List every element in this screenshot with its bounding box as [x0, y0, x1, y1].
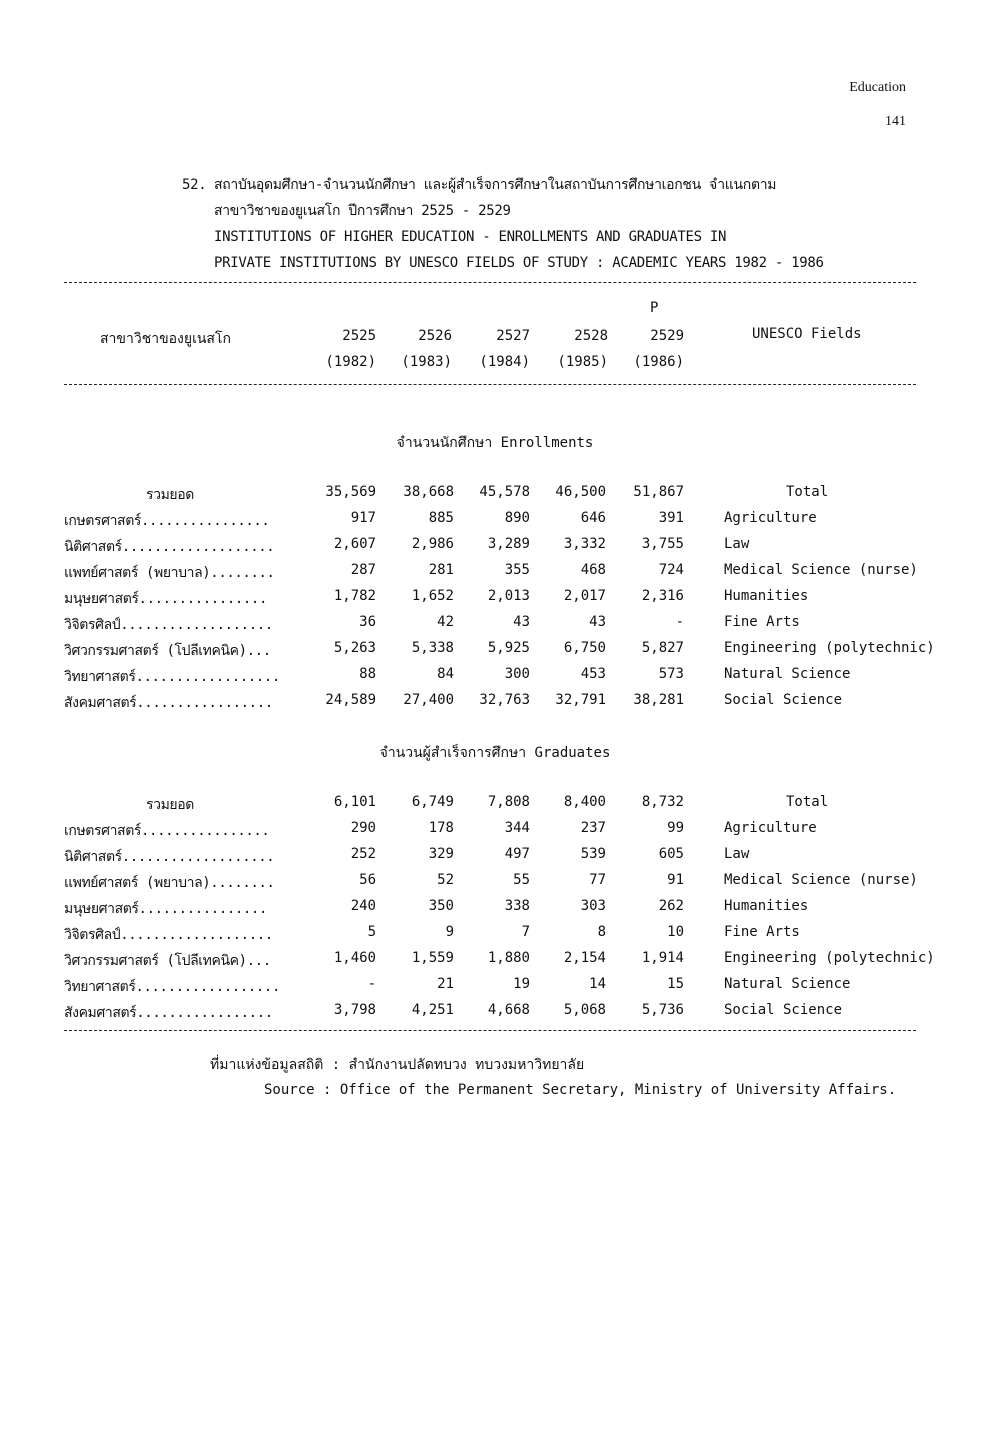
- table-row: [0, 484, 990, 510]
- row-label-thai: มนุษยศาสตร์................: [64, 901, 267, 917]
- table-cell: 38,668: [403, 484, 454, 500]
- row-label-thai: แพทย์ศาสตร์ (พยาบาล)........: [64, 875, 275, 891]
- table-cell: 5: [367, 924, 376, 940]
- table-cell: 391: [658, 510, 684, 526]
- row-label-english-total: Total: [786, 794, 829, 810]
- table-cell: 329: [428, 846, 454, 862]
- title-thai-text-1: สถาบันอุดมศึกษา-จำนวนนักศึกษา และผู้สำเร็จการศึกษาในสถาบันการศึกษาเอกชน จำแนกตาม: [214, 177, 777, 193]
- table-cell: 5,827: [641, 640, 684, 656]
- table-cell: 15: [667, 976, 684, 992]
- table-cell: 45,578: [479, 484, 530, 500]
- table-cell: 355: [504, 562, 530, 578]
- table-cell: 1,460: [333, 950, 376, 966]
- row-label-english: Agriculture: [724, 510, 817, 526]
- row-label-english: Natural Science: [724, 976, 851, 992]
- table-cell: 281: [428, 562, 454, 578]
- row-label-english: Natural Science: [724, 666, 851, 682]
- row-label-english: Fine Arts: [724, 614, 800, 630]
- year-header-be: 2525: [342, 328, 376, 344]
- table-cell: 646: [580, 510, 606, 526]
- table-cell: 91: [667, 872, 684, 888]
- row-label-english: Humanities: [724, 898, 809, 914]
- table-cell: 9: [445, 924, 454, 940]
- table-cell: 237: [580, 820, 606, 836]
- row-label-thai-total: รวมยอด: [146, 487, 194, 503]
- row-label-english-total: Total: [786, 484, 829, 500]
- row-label-english: Engineering (polytechnic): [724, 640, 935, 656]
- column-header-thai-fields: สาขาวิชาของยูเนสโก: [100, 331, 231, 347]
- table-cell: 32,763: [479, 692, 530, 708]
- row-label-thai: วิทยาศาสตร์..................: [64, 669, 280, 685]
- table-cell: 724: [658, 562, 684, 578]
- year-header-ad: (1986): [633, 354, 684, 370]
- source-english: Source : Office of the Permanent Secretary, Ministry of University Affairs.: [264, 1082, 897, 1098]
- row-label-thai: วิศวกรรมศาสตร์ (โปลีเทคนิค)...: [64, 953, 271, 969]
- divider-header: [64, 384, 916, 385]
- table-cell: 21: [437, 976, 454, 992]
- table-cell: 84: [437, 666, 454, 682]
- table-cell: 3,755: [641, 536, 684, 552]
- year-header-be: 2529: [650, 328, 684, 344]
- table-cell: 38,281: [633, 692, 684, 708]
- table-cell: 3,798: [333, 1002, 376, 1018]
- source-thai: ที่มาแห่งข้อมูลสถิติ : สำนักงานปลัดทบวง ทบวงมหาวิทยาลัย: [210, 1057, 585, 1073]
- table-row: [0, 666, 990, 692]
- year-header-ad: (1983): [401, 354, 452, 370]
- table-row: [0, 924, 990, 950]
- row-label-english: Agriculture: [724, 820, 817, 836]
- table-cell: 2,017: [563, 588, 606, 604]
- table-cell: 19: [513, 976, 530, 992]
- table-cell: 7,808: [487, 794, 530, 810]
- table-cell: 27,400: [403, 692, 454, 708]
- graduates-section-title: จำนวนผู้สำเร็จการศึกษา Graduates: [379, 745, 611, 761]
- year-header-be: 2527: [496, 328, 530, 344]
- year-header-ad: (1984): [479, 354, 530, 370]
- table-cell: 88: [359, 666, 376, 682]
- row-label-thai: นิติศาสตร์...................: [64, 849, 275, 865]
- row-label-thai: วิทยาศาสตร์..................: [64, 979, 280, 995]
- table-cell: 3,289: [487, 536, 530, 552]
- table-number: 52.: [182, 177, 207, 193]
- row-label-english: Engineering (polytechnic): [724, 950, 935, 966]
- row-label-thai: วิจิตรศิลป์...................: [64, 927, 273, 943]
- table-row: [0, 846, 990, 872]
- table-cell: 4,251: [411, 1002, 454, 1018]
- table-cell: 6,101: [333, 794, 376, 810]
- column-header-unesco-fields: UNESCO Fields: [752, 326, 862, 342]
- table-cell: 43: [589, 614, 606, 630]
- row-label-english: Law: [724, 846, 750, 862]
- table-cell: 32,791: [555, 692, 606, 708]
- enrollments-section-title: จำนวนนักศึกษา Enrollments: [396, 435, 594, 451]
- table-cell: 1,880: [487, 950, 530, 966]
- table-cell: 5,925: [487, 640, 530, 656]
- table-cell: 2,316: [641, 588, 684, 604]
- table-cell: 2,607: [333, 536, 376, 552]
- row-label-english: Medical Science (nurse): [724, 562, 918, 578]
- table-cell: 344: [504, 820, 530, 836]
- table-cell: 51,867: [633, 484, 684, 500]
- table-cell: 5,736: [641, 1002, 684, 1018]
- table-cell: 77: [589, 872, 606, 888]
- table-cell: 2,013: [487, 588, 530, 604]
- row-label-thai: นิติศาสตร์...................: [64, 539, 275, 555]
- row-label-english: Social Science: [724, 692, 843, 708]
- table-row: [0, 820, 990, 846]
- table-row: [0, 976, 990, 1002]
- table-row: [0, 588, 990, 614]
- table-cell: 14: [589, 976, 606, 992]
- table-cell: 3,332: [563, 536, 606, 552]
- table-cell: 287: [350, 562, 376, 578]
- table-cell: 8,400: [563, 794, 606, 810]
- table-cell: 885: [428, 510, 454, 526]
- year-header-be: 2528: [574, 328, 608, 344]
- row-label-thai: สังคมศาสตร์.................: [64, 695, 273, 711]
- table-cell: 539: [580, 846, 606, 862]
- table-cell: 4,668: [487, 1002, 530, 1018]
- table-row: [0, 510, 990, 536]
- table-cell: 2,986: [411, 536, 454, 552]
- table-row: [0, 536, 990, 562]
- row-label-thai: มนุษยศาสตร์................: [64, 591, 267, 607]
- table-cell: -: [675, 614, 684, 630]
- table-cell: 497: [504, 846, 530, 862]
- title-english-line-1: INSTITUTIONS OF HIGHER EDUCATION - ENROLLMENTS AND GRADUATES IN: [214, 229, 727, 245]
- table-title: [182, 172, 824, 276]
- row-label-english: Humanities: [724, 588, 809, 604]
- table-cell: 7: [521, 924, 530, 940]
- table-cell: 1,559: [411, 950, 454, 966]
- table-cell: 917: [350, 510, 376, 526]
- year-header-be: 2526: [418, 328, 452, 344]
- table-cell: 468: [580, 562, 606, 578]
- table-cell: 300: [504, 666, 530, 682]
- table-cell: 35,569: [325, 484, 376, 500]
- table-cell: 453: [580, 666, 606, 682]
- table-cell: 5,068: [563, 1002, 606, 1018]
- table-cell: 350: [428, 898, 454, 914]
- table-cell: 890: [504, 510, 530, 526]
- row-label-english: Social Science: [724, 1002, 843, 1018]
- table-row: [0, 872, 990, 898]
- table-cell: 303: [580, 898, 606, 914]
- table-cell: 6,749: [411, 794, 454, 810]
- table-cell: 1,782: [333, 588, 376, 604]
- row-label-thai: สังคมศาสตร์.................: [64, 1005, 273, 1021]
- row-label-thai: เกษตรศาสตร์................: [64, 823, 270, 839]
- table-row: [0, 614, 990, 640]
- year-header-ad: (1982): [325, 354, 376, 370]
- table-cell: 290: [350, 820, 376, 836]
- page-number: 141: [885, 114, 906, 129]
- table-cell: 8: [597, 924, 606, 940]
- table-cell: 42: [437, 614, 454, 630]
- title-english-line-2: PRIVATE INSTITUTIONS BY UNESCO FIELDS OF STUDY : ACADEMIC YEARS 1982 - 1986: [214, 255, 824, 271]
- table-cell: 5,338: [411, 640, 454, 656]
- table-cell: 46,500: [555, 484, 606, 500]
- divider-bottom: [64, 1030, 916, 1031]
- table-cell: 1,652: [411, 588, 454, 604]
- table-cell: 8,732: [641, 794, 684, 810]
- table-cell: 10: [667, 924, 684, 940]
- table-cell: 338: [504, 898, 530, 914]
- table-row: [0, 898, 990, 924]
- table-cell: 52: [437, 872, 454, 888]
- row-label-thai: เกษตรศาสตร์................: [64, 513, 270, 529]
- section-heading: Education: [849, 80, 906, 95]
- table-cell: 1,914: [641, 950, 684, 966]
- row-label-english: Fine Arts: [724, 924, 800, 940]
- row-label-thai: แพทย์ศาสตร์ (พยาบาล)........: [64, 565, 275, 581]
- table-row: [0, 692, 990, 718]
- table-cell: 605: [658, 846, 684, 862]
- table-cell: 36: [359, 614, 376, 630]
- table-cell: -: [367, 976, 376, 992]
- table-row: [0, 794, 990, 820]
- table-row: [0, 950, 990, 976]
- table-cell: 55: [513, 872, 530, 888]
- table-row: [0, 1002, 990, 1028]
- table-cell: 262: [658, 898, 684, 914]
- table-row: [0, 562, 990, 588]
- divider-top: [64, 282, 916, 283]
- table-row: [0, 640, 990, 666]
- year-header-ad: (1985): [557, 354, 608, 370]
- table-cell: 178: [428, 820, 454, 836]
- table-cell: 240: [350, 898, 376, 914]
- table-cell: 252: [350, 846, 376, 862]
- row-label-thai-total: รวมยอด: [146, 797, 194, 813]
- table-cell: 24,589: [325, 692, 376, 708]
- table-cell: 5,263: [333, 640, 376, 656]
- row-label-thai: วิศวกรรมศาสตร์ (โปลีเทคนิค)...: [64, 643, 271, 659]
- row-label-english: Medical Science (nurse): [724, 872, 918, 888]
- table-cell: 573: [658, 666, 684, 682]
- title-thai-line-1: [182, 172, 824, 198]
- table-cell: 99: [667, 820, 684, 836]
- table-cell: 43: [513, 614, 530, 630]
- row-label-thai: วิจิตรศิลป์...................: [64, 617, 273, 633]
- preliminary-mark: P: [650, 300, 659, 316]
- table-cell: 2,154: [563, 950, 606, 966]
- row-label-english: Law: [724, 536, 750, 552]
- table-cell: 56: [359, 872, 376, 888]
- title-thai-line-2: สาขาวิชาของยูเนสโก ปีการศึกษา 2525 - 2529: [214, 203, 511, 219]
- table-cell: 6,750: [563, 640, 606, 656]
